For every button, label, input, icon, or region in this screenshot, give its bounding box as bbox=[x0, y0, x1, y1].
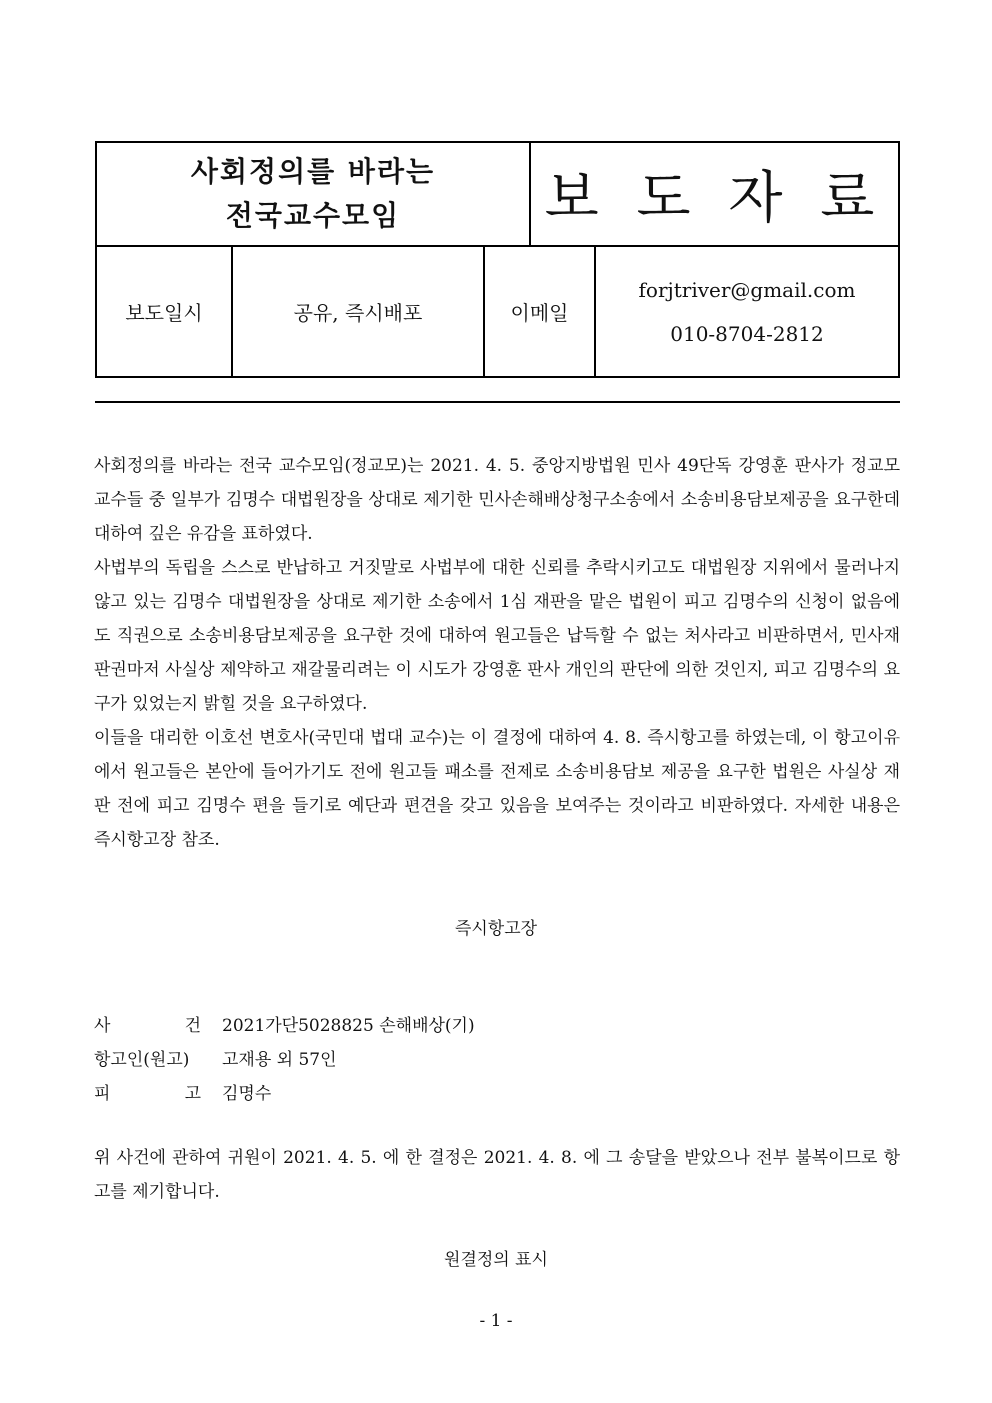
organization-name-line2: 전국교수모임 bbox=[225, 199, 401, 232]
body-paragraph-2: 사법부의 독립을 스스로 반납하고 거짓말로 사법부에 대한 신뢰를 추락시키고도 대법원장 지위에서 물러나지 않고 있는 김명수 대법원장을 상대로 제기한 소송에서 1심 재판을 맡은 법원이 피고 김명수의 신청이 없음에도 직권으로 소송비용담보제공을 요구한 것에 대하여 원고들은 납득할 수 없는 처사라고 비판하면서, 민사재판권마저 사실상 제약하고 재갈물리려는 이 시도가 강영훈 판사 개인의 판단에 의한 것인지, 피고 김명수의 요구가 있었는지 밝힐 것을 요구하였다. bbox=[94, 558, 900, 714]
appellant-row bbox=[94, 1043, 475, 1077]
body-paragraph-1: 사회정의를 바라는 전국 교수모임(정교모)는 2021. 4. 5. 중앙지방법원 민사 49단독 강영훈 판사가 정교모 교수들 중 일부가 김명수 대법원장을 상대로 제기한 민사손해배상청구소송에서 소송비용담보제공을 요구한데 대하여 깊은 유감을 표하였다. bbox=[94, 456, 900, 544]
page-number: - 1 - bbox=[479, 1311, 513, 1331]
email-value[interactable]: forjtriver@gmail.com bbox=[638, 277, 856, 302]
appeal-statement bbox=[94, 1141, 900, 1209]
defendant-value: 김명수 bbox=[222, 1084, 272, 1104]
appellant-value: 고재용 외 57인 bbox=[222, 1050, 337, 1070]
organization-cell bbox=[97, 143, 531, 245]
case-number-value: 2021가단5028825 손해배상(기) bbox=[222, 1016, 475, 1036]
body-paragraph-3: 이들을 대리한 이호선 변호사(국민대 법대 교수)는 이 결정에 대하여 4. 8. 즉시항고를 하였는데, 이 항고이유에서 원고들은 본안에 들어가기도 전에 원고들 패소를 전제로 소송비용담보 제공을 요구한 법원은 사실상 재판 전에 피고 김명수 편을 들기로 예단과 편견을 갖고 있음을 보여주는 것이라고 비판하였다. 자세한 내용은 즉시항고장 참조. bbox=[94, 728, 900, 850]
organization-name-line1: 사회정의를 바라는 bbox=[190, 155, 436, 188]
case-number-row bbox=[94, 1009, 475, 1043]
appeal-statement-text: 위 사건에 관하여 귀원이 2021. 4. 5. 에 한 결정은 2021. 4. 8. 에 그 송달을 받았으나 전부 불복이므로 항고를 제기합니다. bbox=[94, 1148, 900, 1202]
case-number-label: 사 건 bbox=[94, 1016, 201, 1036]
case-info bbox=[94, 1009, 475, 1111]
appeal-title: 즉시항고장 bbox=[454, 919, 538, 939]
header-info-row bbox=[97, 247, 898, 376]
email-label: 이메일 bbox=[485, 247, 596, 376]
appellant-label: 항고인(원고) bbox=[94, 1050, 190, 1070]
header-title-row bbox=[97, 143, 898, 247]
press-header-table bbox=[95, 141, 900, 378]
contact-cell bbox=[596, 247, 898, 376]
release-date-label: 보도일시 bbox=[97, 247, 233, 376]
press-body bbox=[94, 449, 900, 857]
press-release-title: 보 도 자 료 bbox=[544, 166, 885, 231]
defendant-row bbox=[94, 1077, 475, 1111]
phone-value: 010-8704-2812 bbox=[670, 321, 824, 346]
release-date-value: 공유, 즉시배포 bbox=[233, 247, 485, 376]
defendant-label: 피 고 bbox=[94, 1084, 201, 1104]
original-decision-title: 원결정의 표시 bbox=[444, 1250, 548, 1270]
divider-line bbox=[95, 401, 900, 403]
